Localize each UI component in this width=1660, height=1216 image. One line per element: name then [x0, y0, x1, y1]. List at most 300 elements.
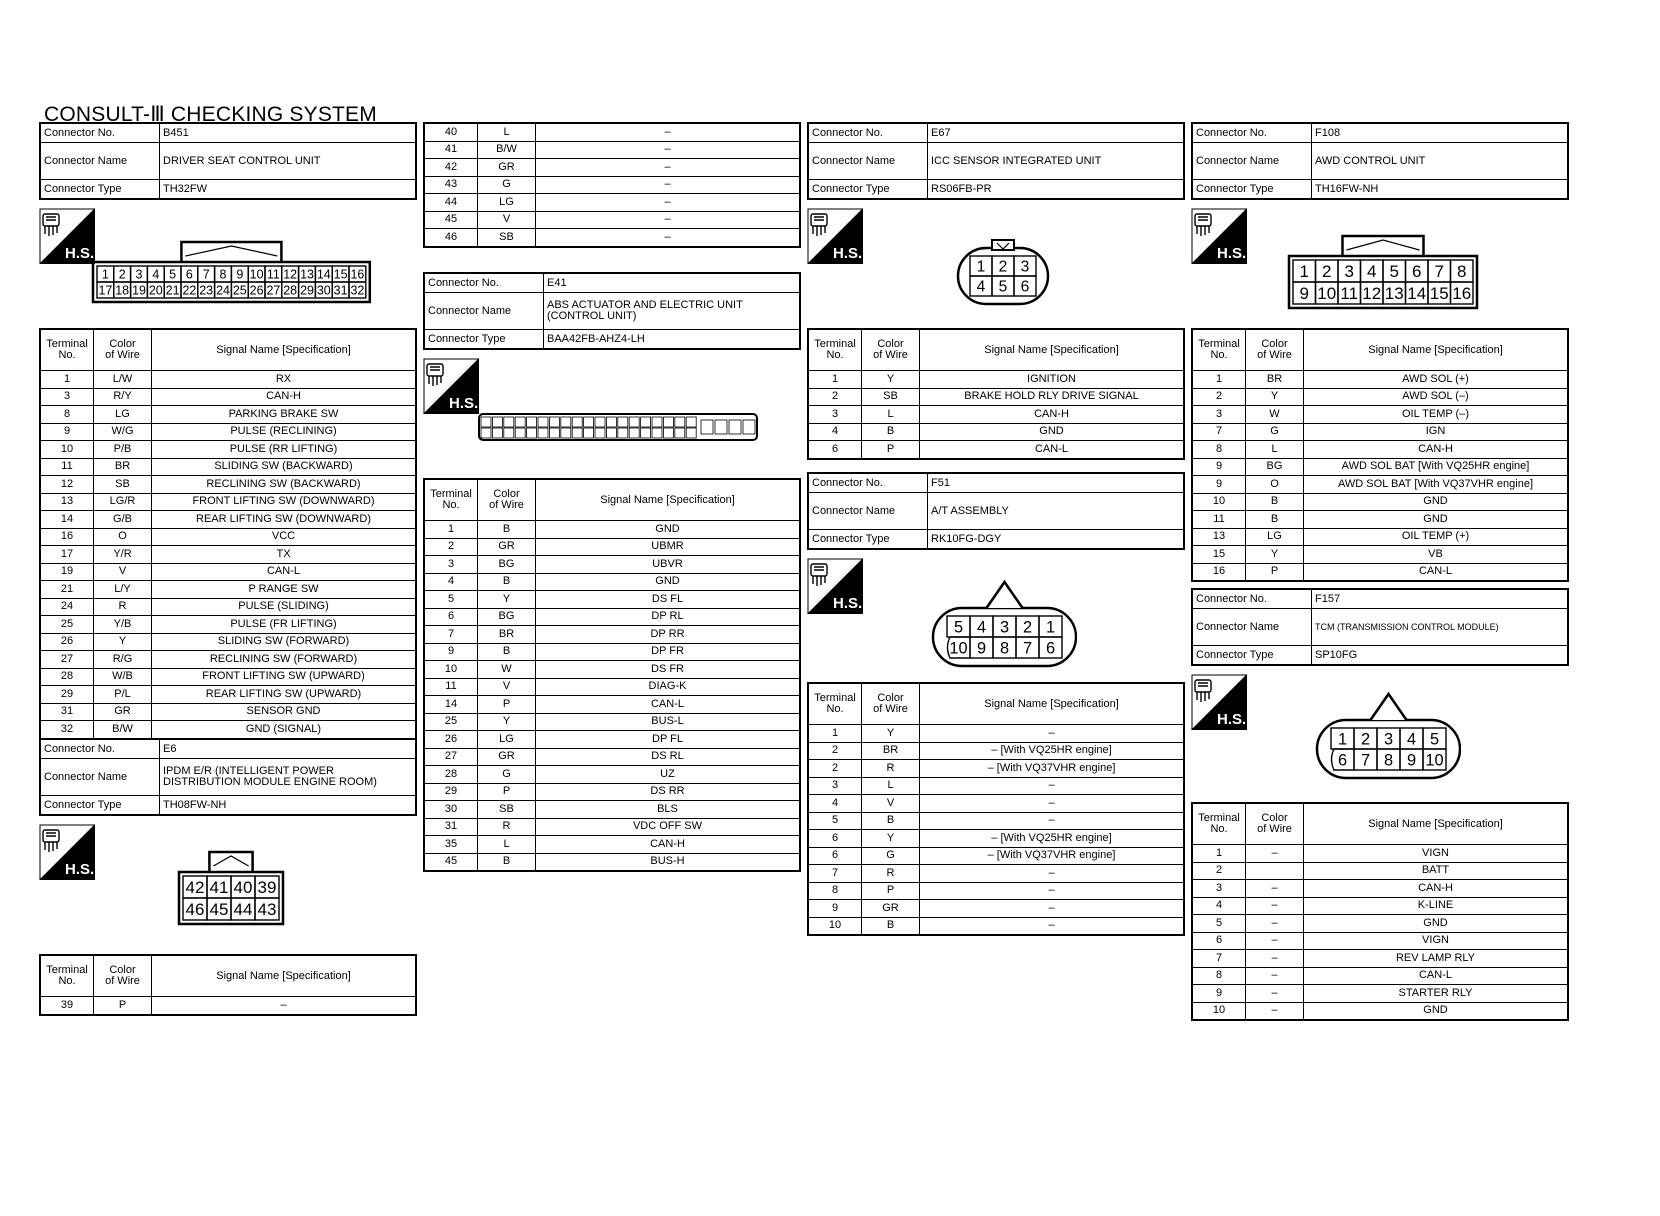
signal-name: RECLINING SW (BACKWARD): [152, 476, 417, 494]
wire-color: L: [862, 406, 920, 424]
table-row: [808, 441, 1184, 459]
e67-info-table: Connector No. E67 Connector Name ICC SENSOR INTEGRATED UNIT Connector Type RS06FB-PR: [807, 122, 1185, 200]
pin-number: 2: [118, 267, 126, 282]
wire-color: W/B: [94, 668, 152, 686]
pin-number: 8: [999, 639, 1010, 658]
pin-cell: [606, 417, 616, 427]
signal-name: –: [920, 777, 1185, 795]
pin-number: 21: [165, 283, 180, 298]
pin-number: 8: [1383, 751, 1394, 770]
pin-number: 15: [1429, 284, 1449, 304]
pin-number: 46: [185, 900, 205, 920]
signal-name: GND: [536, 521, 801, 539]
pin-cell: [595, 428, 605, 438]
pin-number: 1: [1045, 618, 1056, 637]
table-row: [424, 801, 800, 819]
table-row: [1192, 985, 1568, 1003]
signal-header: Signal Name [Specification]: [1304, 803, 1569, 845]
wire-color: BR: [94, 458, 152, 476]
terminal-no: 2: [808, 388, 862, 406]
svg-text:H.S.: H.S.: [449, 395, 479, 412]
signal-name: OIL TEMP (–): [1304, 406, 1569, 424]
signal-name: –: [536, 194, 801, 212]
table-row: [1192, 563, 1568, 581]
pin-number: 14: [1407, 284, 1427, 304]
pin-number: 41: [209, 878, 229, 898]
wire-color: P: [862, 441, 920, 459]
signal-name: UBVR: [536, 556, 801, 574]
wire-color: P: [478, 783, 536, 801]
pin-cell: [572, 428, 582, 438]
wire-color: R: [862, 760, 920, 778]
table-row: [40, 546, 416, 564]
terminal-no: 8: [40, 406, 94, 424]
signal-name: VIGN: [1304, 845, 1569, 863]
pin-number: 3: [1344, 262, 1354, 282]
e6-section: [39, 738, 417, 1016]
signal-header: Signal Name [Specification]: [920, 683, 1185, 725]
pin-number: 9: [236, 267, 244, 282]
table-row: [1192, 371, 1568, 389]
signal-name: –: [920, 725, 1185, 743]
signal-name: DS RR: [536, 783, 801, 801]
table-row: [808, 371, 1184, 389]
table-row: [1192, 845, 1568, 863]
pin-number: 2: [1360, 730, 1371, 749]
terminal-no: 3: [808, 406, 862, 424]
pin-cell: [492, 417, 502, 427]
pin-cell: [572, 417, 582, 427]
table-row: [424, 783, 800, 801]
pin-number: 5: [169, 267, 177, 282]
f108-connector-diagram: [1191, 208, 1569, 328]
terminal-no: 9: [424, 643, 478, 661]
table-row: [424, 836, 800, 854]
b451-connector-face: [91, 238, 381, 308]
wire-color: GR: [478, 538, 536, 556]
f157-section: [1191, 588, 1569, 1021]
table-row: [40, 371, 416, 389]
table-header-row: [40, 955, 416, 997]
wire-color: P: [1246, 563, 1304, 581]
pin-number: 5: [998, 278, 1008, 296]
signal-name: RECLINING SW (FORWARD): [152, 651, 417, 669]
table-row: [808, 777, 1184, 795]
terminal-no: 3: [1192, 406, 1246, 424]
wire-color: –: [1246, 1002, 1304, 1020]
wire-color: –: [1246, 967, 1304, 985]
table-row: [40, 423, 416, 441]
signal-name: DIAG-K: [536, 678, 801, 696]
color-header: Color of Wire: [478, 479, 536, 521]
e6-info-table: Connector No. E6 Connector Name IPDM E/R (INTELLIGENT POWER DISTRIBUTION MODULE ENGINE ROOM) Connector Type TH08FW-NH: [39, 738, 417, 816]
wire-color: BR: [862, 742, 920, 760]
table-row: [40, 703, 416, 721]
pin-number: 10: [949, 639, 968, 658]
terminal-no: 11: [1192, 511, 1246, 529]
signal-header: Signal Name [Specification]: [536, 479, 801, 521]
table-row: [40, 633, 416, 651]
signal-name: DS FR: [536, 661, 801, 679]
table-row: [424, 123, 800, 141]
signal-name: CAN-L: [152, 563, 417, 581]
terminal-no: 13: [1192, 528, 1246, 546]
pin-number: 2: [1022, 618, 1033, 637]
e67-connector-face: [953, 234, 1053, 312]
pin-number: 1: [101, 267, 109, 282]
pin-number: 1: [1337, 730, 1348, 749]
e67-terminal-table: [807, 328, 1185, 460]
pin-number: 25: [232, 283, 247, 298]
signal-header: Signal Name [Specification]: [1304, 329, 1569, 371]
pin-number: 6: [1337, 751, 1348, 770]
terminal-no: 25: [40, 616, 94, 634]
terminal-no: 26: [40, 633, 94, 651]
wire-color: B: [478, 643, 536, 661]
table-row: [808, 725, 1184, 743]
pin-number: 9: [976, 639, 987, 658]
signal-header: Signal Name [Specification]: [152, 329, 417, 371]
pin-number: 39: [257, 878, 277, 898]
terminal-no: 44: [424, 194, 478, 212]
wire-color: LG/R: [94, 493, 152, 511]
terminal-no: 19: [40, 563, 94, 581]
wire-color: G: [862, 847, 920, 865]
pin-number: 19: [132, 283, 146, 298]
pin-cell: [504, 428, 514, 438]
table-row: [424, 521, 800, 539]
pin-number: 6: [185, 267, 193, 282]
e6-type: TH08FW-NH: [160, 796, 417, 816]
table-row: [808, 900, 1184, 918]
pin-number: 4: [976, 278, 986, 296]
terminal-no: 2: [424, 538, 478, 556]
hs-icon: [39, 824, 95, 880]
table-row: [40, 721, 416, 739]
pin-number: 44: [233, 900, 253, 920]
e41-name: ABS ACTUATOR AND ELECTRIC UNIT (CONTROL UNIT): [544, 293, 801, 330]
terminal-no: 46: [424, 229, 478, 247]
table-row: [808, 795, 1184, 813]
terminal-no: 1: [1192, 845, 1246, 863]
f157-terminal-table: [1191, 802, 1569, 1021]
pin-number: 5: [953, 618, 964, 637]
table-row: [1192, 950, 1568, 968]
table-row: [40, 598, 416, 616]
wire-color: L/Y: [94, 581, 152, 599]
table-row: [1192, 493, 1568, 511]
pin-cell: [481, 428, 491, 438]
pin-number: 6: [1412, 262, 1422, 282]
pin-number: 17: [98, 283, 113, 298]
pin-number: 42: [185, 878, 205, 898]
table-row: [424, 573, 800, 591]
wire-color: R: [862, 865, 920, 883]
pin-cell: [527, 417, 537, 427]
pin-cell: [492, 428, 502, 438]
wire-color: BR: [1246, 371, 1304, 389]
pin-number: 43: [257, 900, 277, 920]
terminal-no: 45: [424, 211, 478, 229]
signal-name: –: [920, 865, 1185, 883]
pin-cell: [618, 417, 628, 427]
table-row: [808, 760, 1184, 778]
table-header-row: [808, 329, 1184, 371]
wire-color: B: [862, 812, 920, 830]
wire-color: BG: [478, 608, 536, 626]
table-row: [424, 853, 800, 871]
pin-cell: [584, 428, 594, 438]
table-row: [808, 917, 1184, 935]
table-header-row: [1192, 329, 1568, 371]
wire-color: –: [1246, 915, 1304, 933]
signal-name: DP RL: [536, 608, 801, 626]
f157-no: F157: [1312, 589, 1569, 609]
wire-color: B: [1246, 511, 1304, 529]
terminal-no: 2: [1192, 388, 1246, 406]
table-row: [424, 141, 800, 159]
wire-color: B: [862, 423, 920, 441]
wire-color: –: [1246, 880, 1304, 898]
terminal-no: 27: [40, 651, 94, 669]
wire-color: V: [94, 563, 152, 581]
f51-section: [807, 472, 1185, 936]
table-header-row: [40, 329, 416, 371]
signal-name: – [With VQ25HR engine]: [920, 742, 1185, 760]
terminal-no: 8: [1192, 967, 1246, 985]
table-row: [1192, 406, 1568, 424]
table-row: [1192, 441, 1568, 459]
signal-name: DS FL: [536, 591, 801, 609]
signal-name: AWD SOL BAT [With VQ37VHR engine]: [1304, 476, 1569, 494]
signal-name: P RANGE SW: [152, 581, 417, 599]
e41-no: E41: [544, 273, 801, 293]
hs-badge-icon: [807, 208, 863, 264]
e6-connector-face: [175, 846, 291, 936]
pin-cell: [527, 428, 537, 438]
wire-color: Y: [478, 591, 536, 609]
terminal-no: 6: [1192, 932, 1246, 950]
signal-name: – [With VQ37VHR engine]: [920, 760, 1185, 778]
e67-no: E67: [928, 123, 1185, 143]
pin-number: 16: [1452, 284, 1472, 304]
wire-color: Y: [862, 725, 920, 743]
wire-color: G/B: [94, 511, 152, 529]
table-row: [424, 626, 800, 644]
table-row: [40, 563, 416, 581]
signal-name: STARTER RLY: [1304, 985, 1569, 1003]
signal-name: UBMR: [536, 538, 801, 556]
table-row: [40, 388, 416, 406]
signal-name: –: [536, 141, 801, 159]
wire-color: –: [1246, 950, 1304, 968]
wire-color: V: [478, 211, 536, 229]
wire-color: G: [478, 176, 536, 194]
signal-name: FRONT LIFTING SW (DOWNWARD): [152, 493, 417, 511]
terminal-no: 1: [424, 521, 478, 539]
pin-cell: [652, 417, 662, 427]
table-row: [808, 812, 1184, 830]
table-row: [424, 731, 800, 749]
terminal-no: 10: [808, 917, 862, 935]
signal-name: REAR LIFTING SW (DOWNWARD): [152, 511, 417, 529]
table-row: [424, 608, 800, 626]
terminal-no: 16: [1192, 563, 1246, 581]
terminal-no: 11: [424, 678, 478, 696]
terminal-no: 17: [40, 546, 94, 564]
e6-connector-diagram: [39, 824, 417, 954]
table-row: [1192, 388, 1568, 406]
signal-name: AWD SOL (+): [1304, 371, 1569, 389]
pin-cell: [663, 428, 673, 438]
signal-name: BUS-H: [536, 853, 801, 871]
wire-color: SB: [478, 229, 536, 247]
pin-number: 29: [300, 283, 314, 298]
pin-cell: [663, 417, 673, 427]
table-row: [40, 997, 416, 1015]
table-row: [40, 528, 416, 546]
terminal-no: 40: [424, 123, 478, 141]
table-row: [1192, 458, 1568, 476]
signal-name: CAN-L: [1304, 563, 1569, 581]
table-row: [1192, 423, 1568, 441]
e41-info-table: Connector No. E41 Connector Name ABS ACTUATOR AND ELECTRIC UNIT (CONTROL UNIT) Connector Type BAA42FB-AHZ4-LH: [423, 272, 801, 350]
signal-name: PULSE (FR LIFTING): [152, 616, 417, 634]
wire-color: LG: [478, 731, 536, 749]
terminal-no: 31: [424, 818, 478, 836]
terminal-no: 13: [40, 493, 94, 511]
signal-name: GND: [536, 573, 801, 591]
f157-connector-diagram: [1191, 674, 1569, 802]
wire-color: B/W: [94, 721, 152, 739]
pin-number: 13: [300, 267, 314, 282]
terminal-no: 29: [424, 783, 478, 801]
wire-color: R: [478, 818, 536, 836]
table-row: [424, 159, 800, 177]
pin-number: 7: [1434, 262, 1444, 282]
table-header-row: [1192, 803, 1568, 845]
terminal-no: 4: [808, 795, 862, 813]
terminal-no: 4: [1192, 897, 1246, 915]
f108-section: [1191, 122, 1569, 582]
terminal-no: 6: [808, 830, 862, 848]
wire-color: –: [1246, 845, 1304, 863]
terminal-no: 6: [808, 441, 862, 459]
wire-color: LG: [94, 406, 152, 424]
terminal-no: 25: [424, 713, 478, 731]
terminal-no: 35: [424, 836, 478, 854]
pin-number: 23: [199, 283, 214, 298]
wire-color: GR: [862, 900, 920, 918]
terminal-no: 3: [40, 388, 94, 406]
table-row: [40, 458, 416, 476]
terminal-no: 7: [1192, 950, 1246, 968]
wire-color: –: [1246, 932, 1304, 950]
wire-color: SB: [478, 801, 536, 819]
wire-color: R/Y: [94, 388, 152, 406]
wire-color: L/W: [94, 371, 152, 389]
wire-color: G: [1246, 423, 1304, 441]
signal-name: CAN-H: [1304, 880, 1569, 898]
svg-text:H.S.: H.S.: [833, 595, 863, 612]
table-row: [424, 818, 800, 836]
wire-color: GR: [478, 748, 536, 766]
pin-cell: [618, 428, 628, 438]
table-header-row: [808, 683, 1184, 725]
signal-header: Signal Name [Specification]: [920, 329, 1185, 371]
terminal-no: 9: [40, 423, 94, 441]
signal-name: BRAKE HOLD RLY DRIVE SIGNAL: [920, 388, 1185, 406]
table-row: [424, 643, 800, 661]
pin-number: 10: [1317, 284, 1337, 304]
signal-name: CAN-H: [1304, 441, 1569, 459]
signal-name: VCC: [152, 528, 417, 546]
pin-cell: [701, 420, 713, 434]
pin-number: 11: [266, 267, 280, 282]
pin-number: 4: [976, 618, 987, 637]
wire-color: L: [1246, 441, 1304, 459]
f108-no: F108: [1312, 123, 1569, 143]
wire-color: BG: [478, 556, 536, 574]
terminal-no: 30: [424, 801, 478, 819]
f157-type: SP10FG: [1312, 646, 1569, 666]
signal-name: BATT: [1304, 862, 1569, 880]
f108-info-table: Connector No. F108 Connector Name AWD CONTROL UNIT Connector Type TH16FW-NH: [1191, 122, 1569, 200]
f51-no: F51: [928, 473, 1185, 493]
terminal-no: 4: [808, 423, 862, 441]
signal-name: GND: [1304, 511, 1569, 529]
f157-info-table: Connector No. F157 Connector Name TCM (TRANSMISSION CONTROL MODULE) Connector Type SP10FG: [1191, 588, 1569, 666]
b451-section: [39, 122, 417, 740]
signal-name: OIL TEMP (+): [1304, 528, 1569, 546]
signal-name: DP FL: [536, 731, 801, 749]
f157-name: TCM (TRANSMISSION CONTROL MODULE): [1312, 609, 1569, 646]
wire-color: Y: [862, 830, 920, 848]
pin-cell: [504, 417, 514, 427]
pin-number: 8: [219, 267, 227, 282]
b451-no: B451: [160, 123, 417, 143]
table-row: [808, 865, 1184, 883]
pin-number: 16: [350, 267, 365, 282]
e41-type: BAA42FB-AHZ4-LH: [544, 330, 801, 350]
signal-name: IGNITION: [920, 371, 1185, 389]
pin-number: 8: [1457, 262, 1467, 282]
table-row: [1192, 476, 1568, 494]
wire-color: Y: [478, 713, 536, 731]
table-row: [1192, 511, 1568, 529]
terminal-no: 16: [40, 528, 94, 546]
pin-number: 30: [316, 283, 331, 298]
terminal-no: 12: [40, 476, 94, 494]
terminal-no: 24: [40, 598, 94, 616]
terminal-header: Terminal No.: [40, 329, 94, 371]
f51-connector-diagram: [807, 558, 1185, 682]
signal-name: TX: [152, 546, 417, 564]
terminal-header: Terminal No.: [808, 683, 862, 725]
hs-icon: [807, 208, 863, 264]
pin-number: 3: [999, 618, 1010, 637]
terminal-no: 5: [1192, 915, 1246, 933]
signal-name: CAN-H: [536, 836, 801, 854]
table-row: [40, 616, 416, 634]
f108-terminal-table: [1191, 328, 1569, 582]
table-row: [1192, 528, 1568, 546]
wire-color: O: [94, 528, 152, 546]
signal-name: CAN-H: [152, 388, 417, 406]
table-row: [40, 406, 416, 424]
signal-name: SLIDING SW (BACKWARD): [152, 458, 417, 476]
wire-color: L: [478, 836, 536, 854]
